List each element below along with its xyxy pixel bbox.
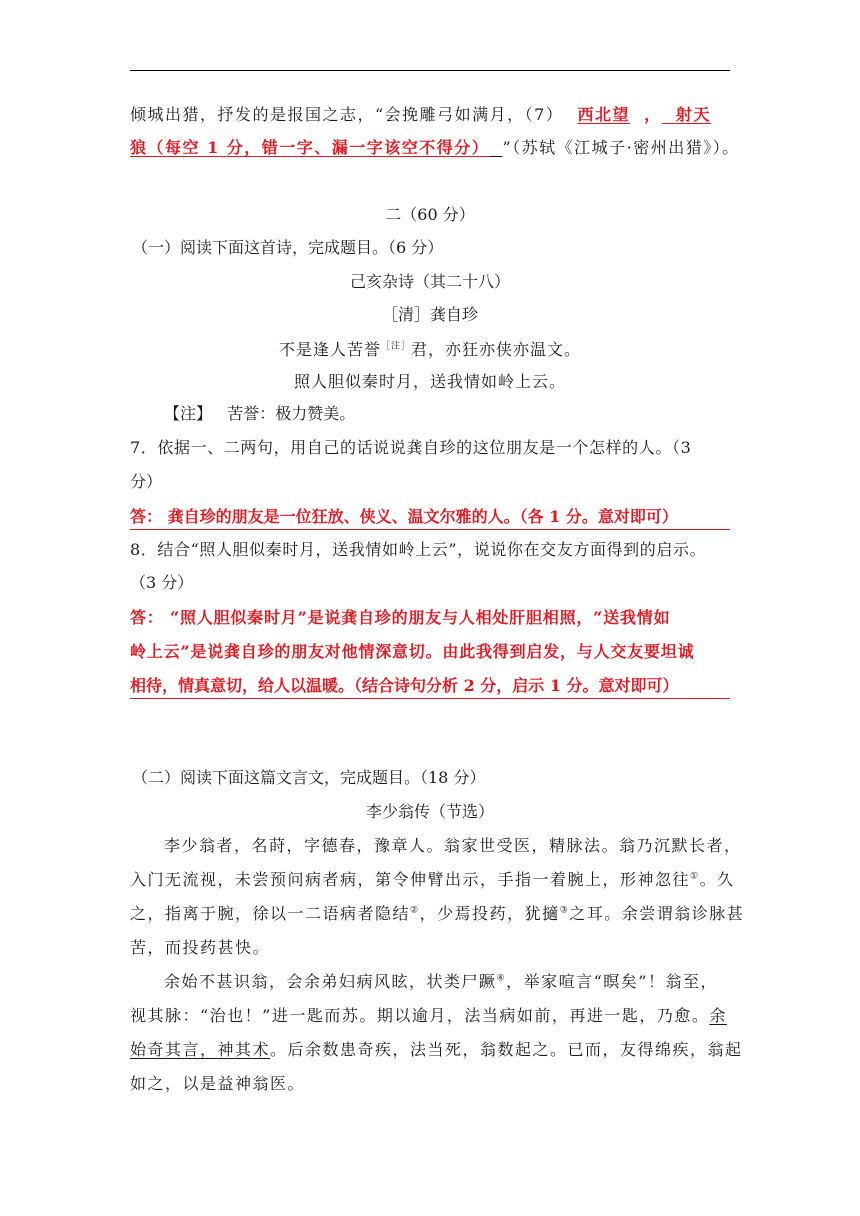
para1-line4: 苦，而投药甚快。 [130,938,271,957]
question-8-line2: （3 分） [130,573,194,592]
answer-blank-2a: 射天 [675,105,711,124]
answer-blank-2b: 狼（每空 1 分，错一字、漏一字该空不得分） [130,138,490,157]
answer-7: 答： 龚自珍的朋友是一位狂放、侠义、温文尔雅的人。（各 1 分。意对即可） [130,507,730,530]
poem-line-1: 不是逢人苦誉$^{[注]}$君，亦狂亦侠亦温文。 [278,340,582,359]
para2-line3: 始奇其言，神其术。后余数患奇疾，法当死，翁数起之。已而，友得绵疾，翁起 [130,1040,743,1059]
poem-note [164,404,355,424]
answer-8-line1: 答： “照人胆似秦时月”是说龚自珍的朋友与人相处肝胆相照，“送我情如 [130,608,671,627]
footnote-3: ③ [559,905,570,916]
part1-intro: （一）阅读下面这首诗，完成题目。（6 分） [132,238,444,257]
footnote-2: ② [410,905,420,916]
answer-blank-1: 西北望 [577,105,631,124]
answer-8-line3: 相待，情真意切，给人以温暖。（结合诗句分析 2 分，启示 1 分。意对即可） [130,676,730,699]
para1-line1: 李少翁者，名莳，字德春，豫章人。翁家世受医，精脉法。翁乃沉默长者， [164,836,742,855]
question-8-line1: 8．结合“照人胆似秦时月，送我情如岭上云”，说说你在交友方面得到的启示。 [130,540,707,559]
poem-note-marker: ［注］ [380,341,411,352]
question-7-line1: 7．依据一、二两句，用自己的话说说龚自珍的这位朋友是一个怎样的人。（3 [130,438,692,457]
part2-intro: （二）阅读下面这篇文言文，完成题目。（18 分） [132,768,486,787]
question-7-line2: 分） [130,472,163,491]
underlined-sentence: 始奇其言，神其术 [130,1040,271,1059]
note-text: 苦誉：极力赞美。 [227,404,356,423]
header-rule [130,70,730,71]
section-title: 二（60 分） [385,205,475,224]
underlined-sentence-start: 余 [709,1006,727,1025]
poem-line-2: 照人胆似秦时月，送我情如岭上云。 [293,372,566,391]
prev-answer-line2 [130,138,740,158]
para1-line3: 之，指离于腕，徐以一二语病者隐结②，少焉投药，犹擿③之耳。余尝谓翁诊脉甚 [130,904,745,923]
note-label: 【注】 [164,404,213,423]
footnote-4: ④ [496,973,507,984]
para2-line1: 余始不甚识翁，会余弟妇病风眩，状类尸蹶④，举家喧言“瞑矣”！翁至， [164,972,718,991]
prev-answer-line1 [130,105,711,125]
prev-text: 倾城出猎，抒发的是报国之志，“会挽雕弓如满月，（7） [130,105,564,124]
article-title: 李少翁传（节选） [365,802,494,821]
poem-author: ［清］龚自珍 [381,305,478,324]
answer-8-line2: 岭上云”是说龚自珍的朋友对他情深意切。由此我得到启发，与人交友要坦诚 [130,642,695,661]
answer-comma: ， [644,105,662,124]
para2-line4: 如之，以是益神翁医。 [130,1074,306,1093]
poem-title: 己亥杂诗（其二十八） [349,272,510,291]
footnote-1: ① [690,871,700,882]
para1-line2: 入门无流视，未尝预问病者病，第令伸臂出示，手指一着腕上，形神忽往①。久 [130,870,735,889]
prev-source: ”（苏轼《江城子·密州出猎》）。 [502,138,740,157]
para2-line2: 视其脉：“治也！”进一匙而苏。期以逾月，法当病如前，再进一匙，乃愈。余 [130,1006,727,1025]
